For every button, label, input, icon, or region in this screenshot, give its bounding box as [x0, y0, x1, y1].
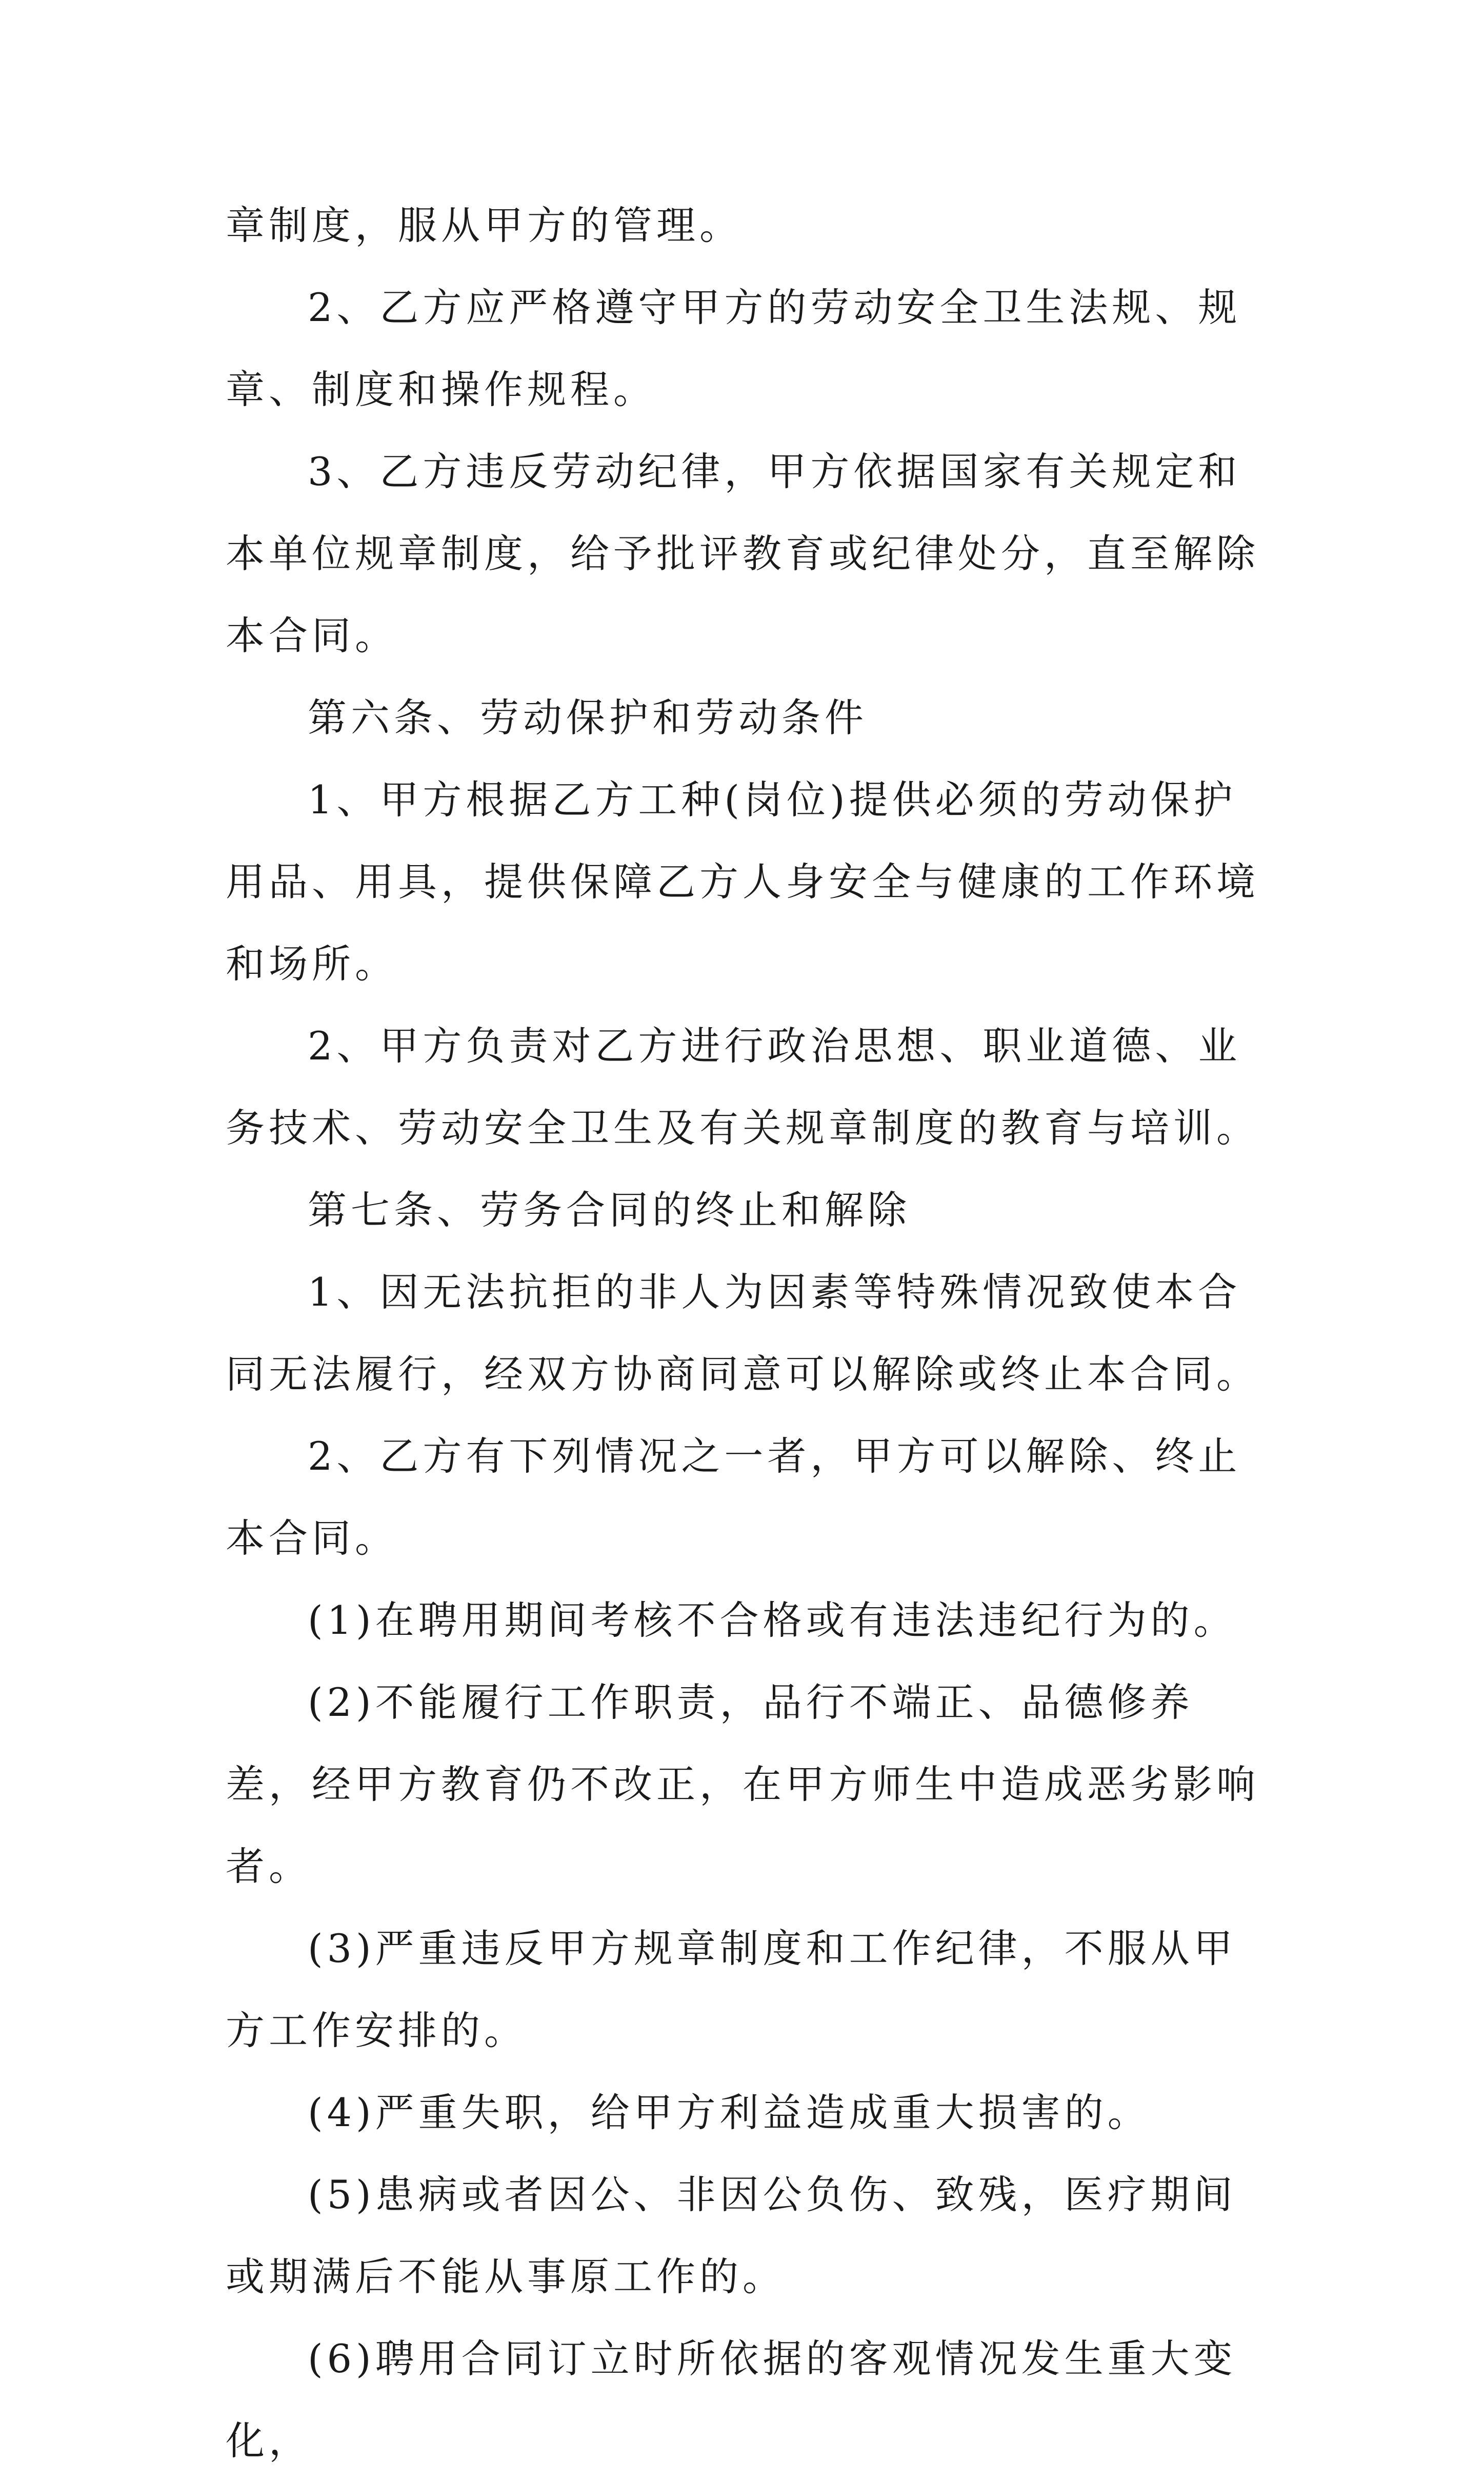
- section-heading: 第七条、劳务合同的终止和解除: [308, 1187, 911, 1233]
- paragraph: 3、乙方违反劳动纪律，甲方依据国家有关规定和本单位规章制度，给予批评教育或纪律处分，直至解除本合同。: [226, 449, 1259, 658]
- paragraph: 2、乙方应严格遵守甲方的劳动安全卫生法规、规章、制度和操作规程。: [226, 285, 1241, 412]
- document-body: [226, 185, 1277, 2482]
- list-item: (6)聘用合同订立时所依据的客观情况发生重大变化，: [226, 2336, 1237, 2464]
- paragraph: 章制度，服从甲方的管理。: [226, 203, 743, 248]
- list-item: (4)严重失职，给甲方利益造成重大损害的。: [308, 2090, 1151, 2135]
- paragraph: 1、甲方根据乙方工种(岗位)提供必须的劳动保护用品、用具，提供保障乙方人身安全与健康的工作环境和场所。: [226, 777, 1259, 987]
- section-heading: 第六条、劳动保护和劳动条件: [308, 695, 868, 740]
- paragraph: 2、乙方有下列情况之一者，甲方可以解除、终止本合同。: [226, 1433, 1241, 1561]
- paragraph: 1、因无法抗拒的非人为因素等特殊情况致使本合同无法履行，经双方协商同意可以解除或终止本合同。: [226, 1269, 1259, 1397]
- list-item: (5)患病或者因公、非因公负伤、致残，医疗期间或期满后不能从事原工作的。: [226, 2172, 1237, 2299]
- paragraph: 2、甲方负责对乙方进行政治思想、职业道德、业务技术、劳动安全卫生及有关规章制度的教育与培训。: [226, 1023, 1259, 1151]
- list-item: (1)在聘用期间考核不合格或有违法违纪行为的。: [308, 1597, 1237, 1643]
- list-item: (2)不能履行工作职责，品行不端正、品德修养差，经甲方教育仍不改正，在甲方师生中造成恶劣影响者。: [226, 1679, 1259, 1889]
- list-item: (3)严重违反甲方规章制度和工作纪律，不服从甲方工作安排的。: [226, 1926, 1237, 2053]
